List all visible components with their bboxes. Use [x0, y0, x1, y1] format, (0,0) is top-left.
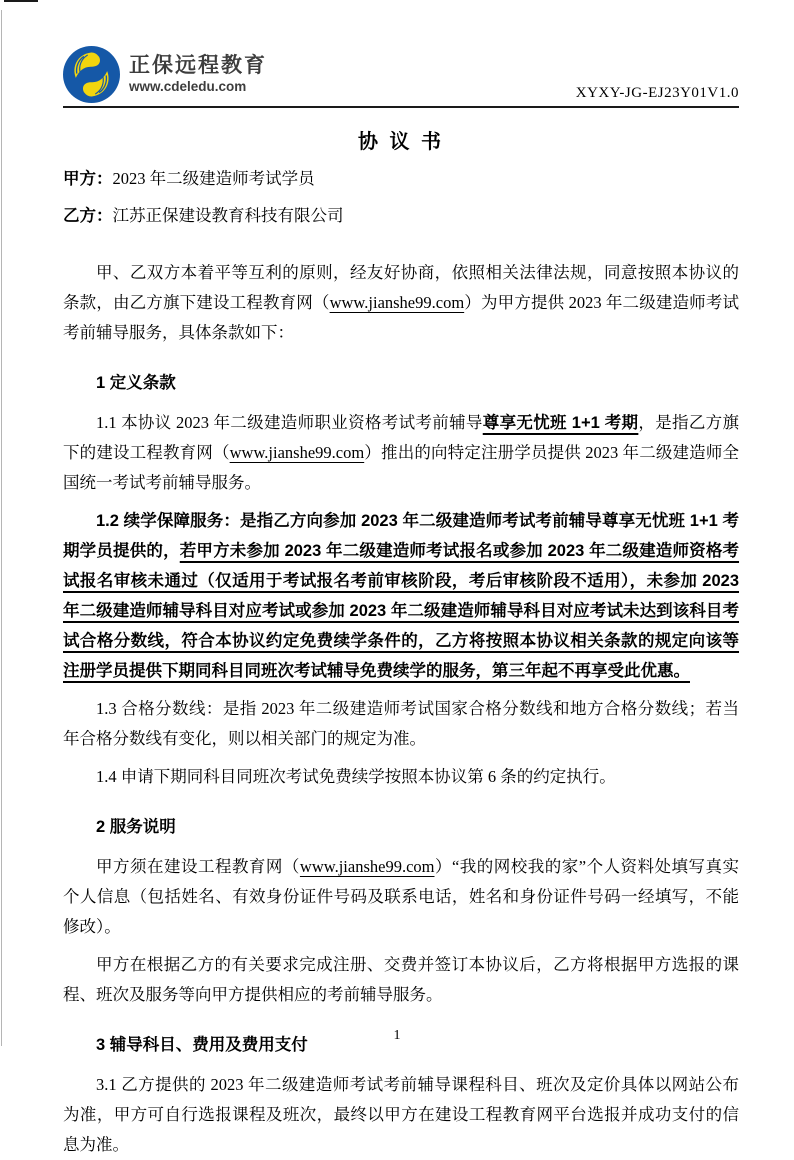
clause-1-4: 1.4 申请下期同科目同班次考试免费续学按照本协议第 6 条的约定执行。 — [96, 766, 616, 786]
intro-text: 甲、乙双方本着平等互利的原则，经友好协商，依照相关法律法规，同意按照本协议的条款，由乙方旗下建设工程教育网（ — [63, 262, 739, 312]
party-a-value: 2023 年二级建造师考试学员 — [112, 169, 315, 188]
document-title: 协 议 书 — [357, 131, 445, 153]
section-2-heading: 2 服务说明 — [96, 817, 176, 836]
brand-name: 正保远程教育 — [129, 53, 267, 77]
clause-1-1-text: 1.1 本协议 2023 年二级建造师职业资格考试考前辅导 — [96, 412, 483, 432]
brand-block — [63, 46, 267, 103]
scan-corner-mark — [4, 0, 38, 2]
party-b-value: 江苏正保建设教育科技有限公司 — [112, 206, 344, 226]
clause-1-2 — [63, 506, 739, 686]
party-b-label: 乙方： — [63, 207, 113, 226]
clause-1-2-lead: 1.2 续学保障服务：是指乙方向参加 2023 年二级建造师考试考前辅导尊享无忧班 1+1 考期学员提供的， — [63, 511, 739, 560]
brand-text — [129, 55, 267, 94]
section-2-text-cont: ）“我的网校我的家”个人资料处填写真实个人信息（包括姓名、有效身份证件号码及联系电话，姓名和身份证件号码一经填写，不能修改）。 — [63, 856, 740, 936]
clause-1-2-guarantee-terms: 若甲方未参加 2023 年二级建造师考试报名或参加 2023 年二级建造师资格考试报名审核未通过（仅适用于考试报名考前审核阶段，考后审核阶段不适用），未参加 2023 年二级建造师辅导科目对应考试或参加 2023 年二级建造师辅导科目对应考试未达到该科目考试合格分数线，符合本协议约定免费续学条件的，乙方将按照本协议相关条款的规定向该等注册学员提供下期同科目同班次考试辅导免费续学的服务，第三年起不再享受此优惠。 — [63, 541, 740, 680]
party-b-line — [63, 205, 739, 227]
section-2-paragraph-2: 甲方在根据乙方的有关要求完成注册、交费并签订本协议后，乙方将根据甲方选报的课程、班次及服务等向甲方提供相应的考前辅导服务。 — [63, 954, 739, 1004]
section-3-heading: 3 辅导科目、费用及费用支付 — [96, 1035, 308, 1054]
clause-1-1-text-end: ）推出的向特定注册学员提供 2023 年二级建造师全国统一考试考前辅导服务。 — [63, 442, 740, 492]
brand-website: www.cdeledu.com — [129, 78, 247, 94]
website-link: www.jianshe99.com — [299, 856, 435, 876]
section-1-heading: 1 定义条款 — [96, 373, 176, 392]
document-code: XYXY-JG-EJ23Y01V1.0 — [575, 85, 739, 101]
page-number: 1 — [393, 1028, 401, 1043]
section-2-paragraph-1 — [63, 852, 739, 942]
clause-1-1-text-cont: ，是指乙方旗下的建设工程教育网（ — [63, 412, 740, 462]
party-a-label: 甲方： — [63, 170, 113, 188]
intro-paragraph — [63, 258, 739, 348]
clause-1-1-emphasis: 尊享无忧班 1+1 考期 — [482, 413, 639, 432]
clause-1-1 — [63, 408, 739, 498]
intro-text-cont: ）为甲方提供 2023 年二级建造师考试考前辅导服务，具体条款如下： — [63, 292, 740, 342]
party-a-line — [63, 168, 739, 190]
clause-3-1: 3.1 乙方提供的 2023 年二级建造师考试考前辅导课程科目、班次及定价具体以网站公布为准，甲方可自行选报课程及班次，最终以甲方在建设工程教育网平台选报并成功支付的信息为准。 — [63, 1074, 739, 1154]
clause-1-3: 1.3 合格分数线：是指 2023 年二级建造师考试国家合格分数线和地方合格分数线；若当年合格分数线有变化，则以相关部门的规定为准。 — [63, 698, 739, 748]
website-link: www.jianshe99.com — [229, 442, 365, 462]
website-link: www.jianshe99.com — [329, 292, 465, 312]
section-2-text: 甲方须在建设工程教育网（ — [96, 856, 300, 876]
scan-edge-line — [1, 10, 2, 1046]
letterhead — [63, 46, 739, 108]
brand-swirl-logo-icon — [63, 46, 120, 103]
